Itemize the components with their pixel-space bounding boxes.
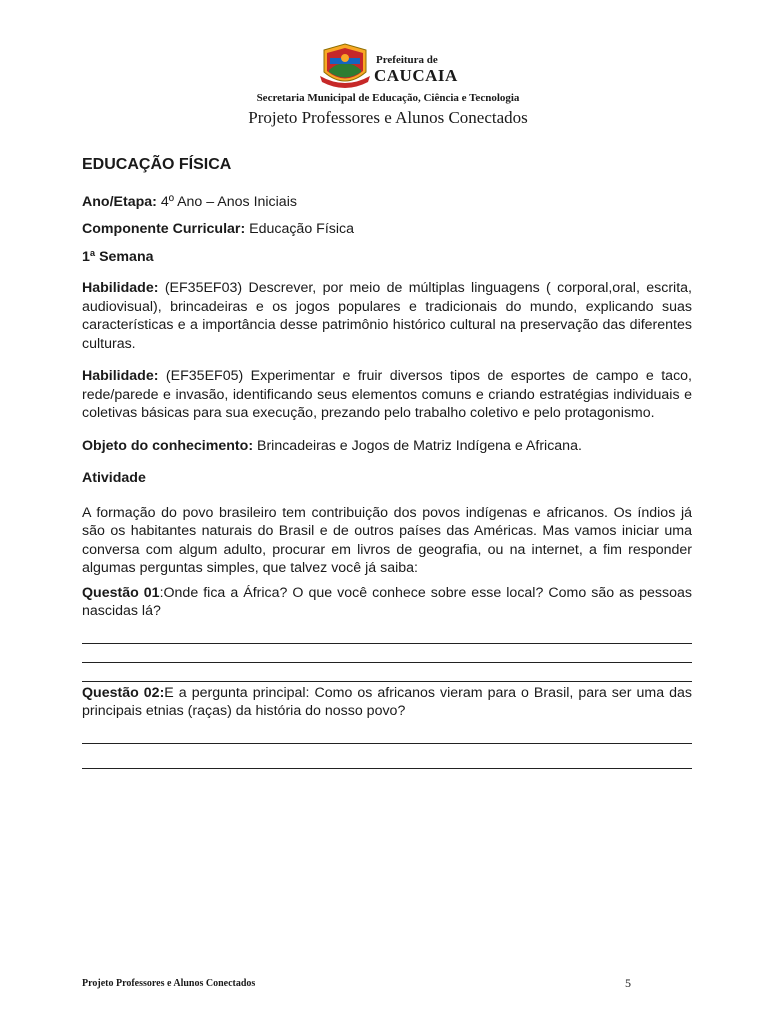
- footer-project: Projeto Professores e Alunos Conectados: [82, 978, 256, 989]
- city-crest-icon: [318, 42, 372, 92]
- page-number: 5: [625, 976, 631, 990]
- page-title: EDUCAÇÃO FÍSICA: [82, 156, 232, 173]
- question-1-label: Questão 01: [82, 584, 160, 601]
- habilidade-1: [82, 279, 692, 353]
- habilidade-1-label: Habilidade:: [82, 280, 159, 296]
- question-2-text: E a pergunta principal: Como os africanos vieram para o Brasil, para ser uma das principais etnias (raças) da história do nosso povo?: [82, 684, 692, 719]
- componente-line: [82, 220, 692, 239]
- answer-line[interactable]: [82, 625, 692, 644]
- componente-value: Educação Física: [245, 221, 354, 237]
- habilidade-2: [82, 367, 692, 423]
- secretaria-line: Secretaria Municipal de Educação, Ciência e Tecnologia: [256, 92, 520, 104]
- answer-line[interactable]: [82, 663, 692, 682]
- question-2-label: Questão 02:: [82, 684, 165, 701]
- question-1-answer-lines: [82, 625, 692, 682]
- question-2-answer-lines: [82, 727, 692, 769]
- ano-etapa-line: [82, 193, 692, 212]
- atividade-intro: A formação do povo brasileiro tem contribuição dos povos indígenas e africanos. Os índios já são os habitantes naturais do Brasil e de outros países das Américas. Mas vamos iniciar uma conversa com algum adulto, procurar em livros de geografia, ou na internet, a fim responder algumas perguntas simples, que talvez você já saiba:: [82, 504, 692, 576]
- question-1-text: :Onde fica a África? O que você conhece sobre esse local? Como são as pessoas nascidas lá?: [82, 584, 692, 619]
- ano-value: 4º Ano – Anos Iniciais: [156, 193, 297, 210]
- ano-label: Ano/Etapa:: [82, 193, 157, 210]
- componente-label: Componente Curricular:: [82, 221, 246, 237]
- answer-line[interactable]: [82, 744, 692, 769]
- habilidade-2-label: Habilidade:: [82, 368, 159, 384]
- prefeitura-name: CAUCAIA: [374, 66, 458, 85]
- answer-line[interactable]: [82, 727, 692, 744]
- atividade-heading: Atividade: [82, 470, 146, 486]
- answer-line[interactable]: [82, 644, 692, 663]
- question-2: [82, 684, 692, 721]
- habilidade-2-text: (EF35EF05) Experimentar e fruir diversos tipos de esportes de campo e taco, rede/parede e invasão, identificando seus elementos comuns e criando estratégias individuais e coletivas básicas para sua execução, prezando pelo trabalho coletivo e pelo protagonismo.: [82, 368, 692, 421]
- page-header: [0, 42, 768, 132]
- objeto-label: Objeto do conhecimento:: [82, 437, 254, 454]
- question-1: [82, 584, 692, 621]
- project-title: Projeto Professores e Alunos Conectados: [248, 108, 528, 127]
- semana-heading: 1ª Semana: [82, 248, 154, 265]
- document-body: [82, 156, 692, 769]
- habilidade-1-text: (EF35EF03) Descrever, por meio de múltiplas linguagens ( corporal,oral, escrita, audiovisual), brincadeiras e os jogos populares e tradicionais do mundo, explicando suas características e a importância desse patrimônio histórico cultural na preservação das diferentes culturas.: [82, 280, 692, 352]
- objeto-text: Brincadeiras e Jogos de Matriz Indígena e Africana.: [253, 437, 582, 454]
- objeto-conhecimento: [82, 437, 692, 456]
- prefeitura-label: Prefeitura de: [376, 54, 438, 66]
